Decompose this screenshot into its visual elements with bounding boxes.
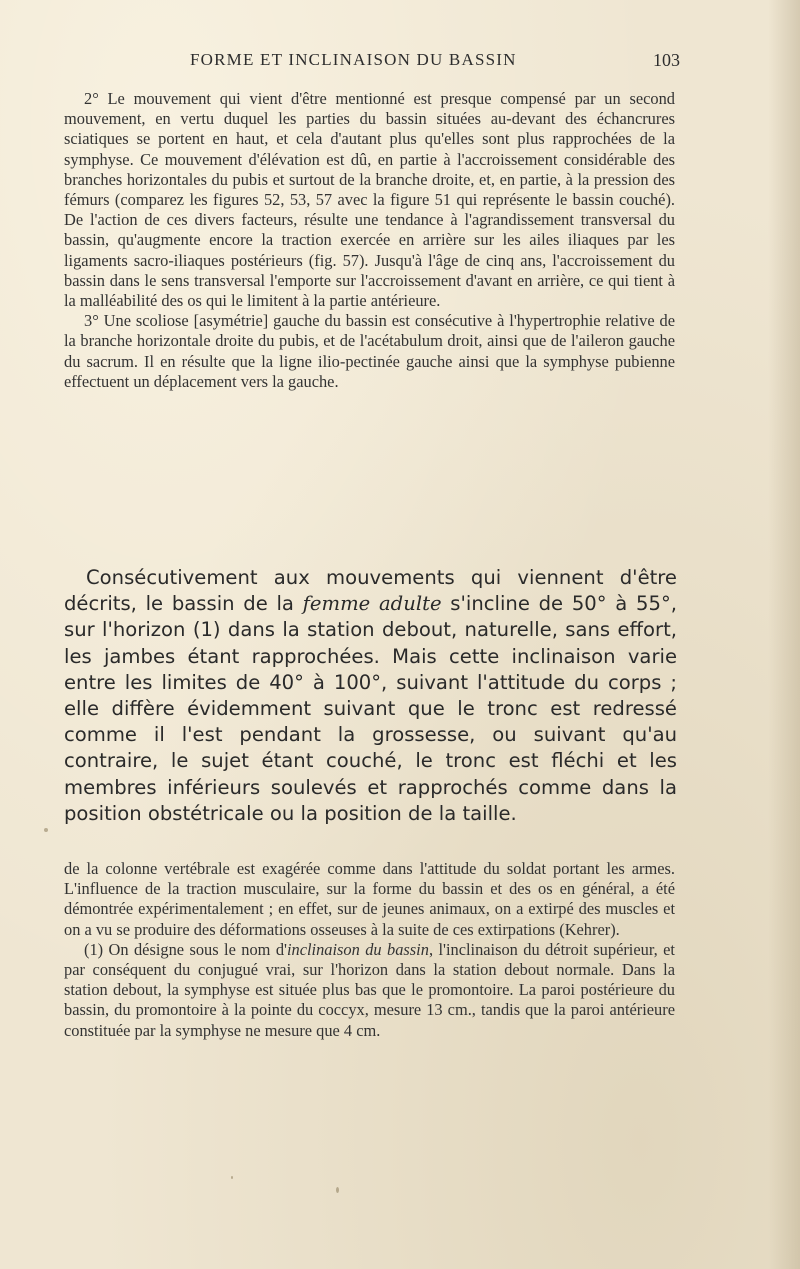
continuation-paragraph: de la colonne vertébrale est exagérée comme dans l'attitude du soldat portant les armes. L'influence de la traction musculaire, sur la forme du bassin et des os en général, a été démontrée expérimentalement ; en effet, sur de jeunes animaux, on a extirpé des muscles et on a vu se produire des déformations osseuses à la suite de ces extirpations (Kehrer). — [64, 859, 675, 939]
running-title: FORME ET INCLINAISON DU BASSIN — [190, 50, 517, 69]
paper-speck — [44, 828, 48, 832]
main-text-block — [64, 565, 677, 827]
main-text-start: Consécutivement aux mouvements qui viennent d'être décrits, le bassin de la — [64, 566, 677, 616]
main-text-end: s'incline de 50° à 55°, sur l'horizon (1) dans la station debout, naturelle, sans effort, les jambes étant rapprochées. Mais cette inclinaison varie entre les limites de 40° à 100°, suivant l'attitude du corps ; elle diffère évidemment suivant que le tronc est redressé comme il l'est pendant la grossesse, ou suivant qu'au contraire, le sujet étant couché, le tronc est fléchi et les membres inférieurs soulevés et rapprochés comme dans la position obstétricale ou la position de la taille. — [64, 592, 677, 825]
bottom-text-block — [64, 859, 675, 1041]
paper-speck — [336, 1187, 339, 1193]
page-number: 103 — [653, 50, 680, 70]
main-paragraph — [64, 565, 677, 827]
footnote — [64, 940, 675, 1041]
top-text-block — [64, 89, 675, 392]
footnote-emphasis: inclinaison du bassin — [286, 939, 429, 959]
paragraph-2: 2° Le mouvement qui vient d'être mentionné est presque compensé par un second mouvement, en vertu duquel les parties du bassin situées au-devant des échancrures sciatiques se portent en haut, et cela d'autant plus qu'elles sont plus rapprochées de la symphyse. Ce mouvement d'élévation est dû, en partie à l'accroissement considérable des branches horizontales du pubis et surtout de la branche droite, et, en partie, à la pression des fémurs (comparez les figures 52, 53, 57 avec la figure 51 qui représente le bassin couché). De l'action de ces divers facteurs, résulte une tendance à l'agrandissement transversal du bassin, qu'augmente encore la traction exercée en arrière sur les ailes iliaques par les ligaments sacro-iliaques postérieurs (fig. 57). Jusqu'à l'âge de cinq ans, l'accroissement du bassin dans le sens transversal l'emporte sur l'accroissement d'avant en arrière, ce qui tient à la malléabilité des os qui le limitent à la partie antérieure. — [64, 89, 675, 311]
footnote-end: , l'inclinaison du détroit supérieur, et par conséquent du conjugué vrai, sur l'horizon dans la station debout normale. Dans la station debout, la symphyse est située plus bas que le promontoire. La paroi postérieure du bassin, du promontoire à la pointe du coccyx, mesure 13 cm., tandis que la paroi antérieure constituée par la symphyse ne mesure que 4 cm. — [64, 939, 675, 1040]
main-emphasis: femme adulte — [302, 592, 442, 616]
paragraph-3: 3° Une scoliose [asymétrie] gauche du bassin est consécutive à l'hypertrophie relative de la branche horizontale droite du pubis, et de l'acétabulum droit, ainsi que de l'aileron gauche du sacrum. Il en résulte que la ligne ilio-pectinée gauche ainsi que la symphyse pubienne effectuent un déplacement vers la gauche. — [64, 311, 675, 391]
footnote-start: (1) On désigne sous le nom d' — [84, 939, 287, 959]
running-head — [62, 50, 682, 74]
paper-speck — [231, 1176, 233, 1179]
